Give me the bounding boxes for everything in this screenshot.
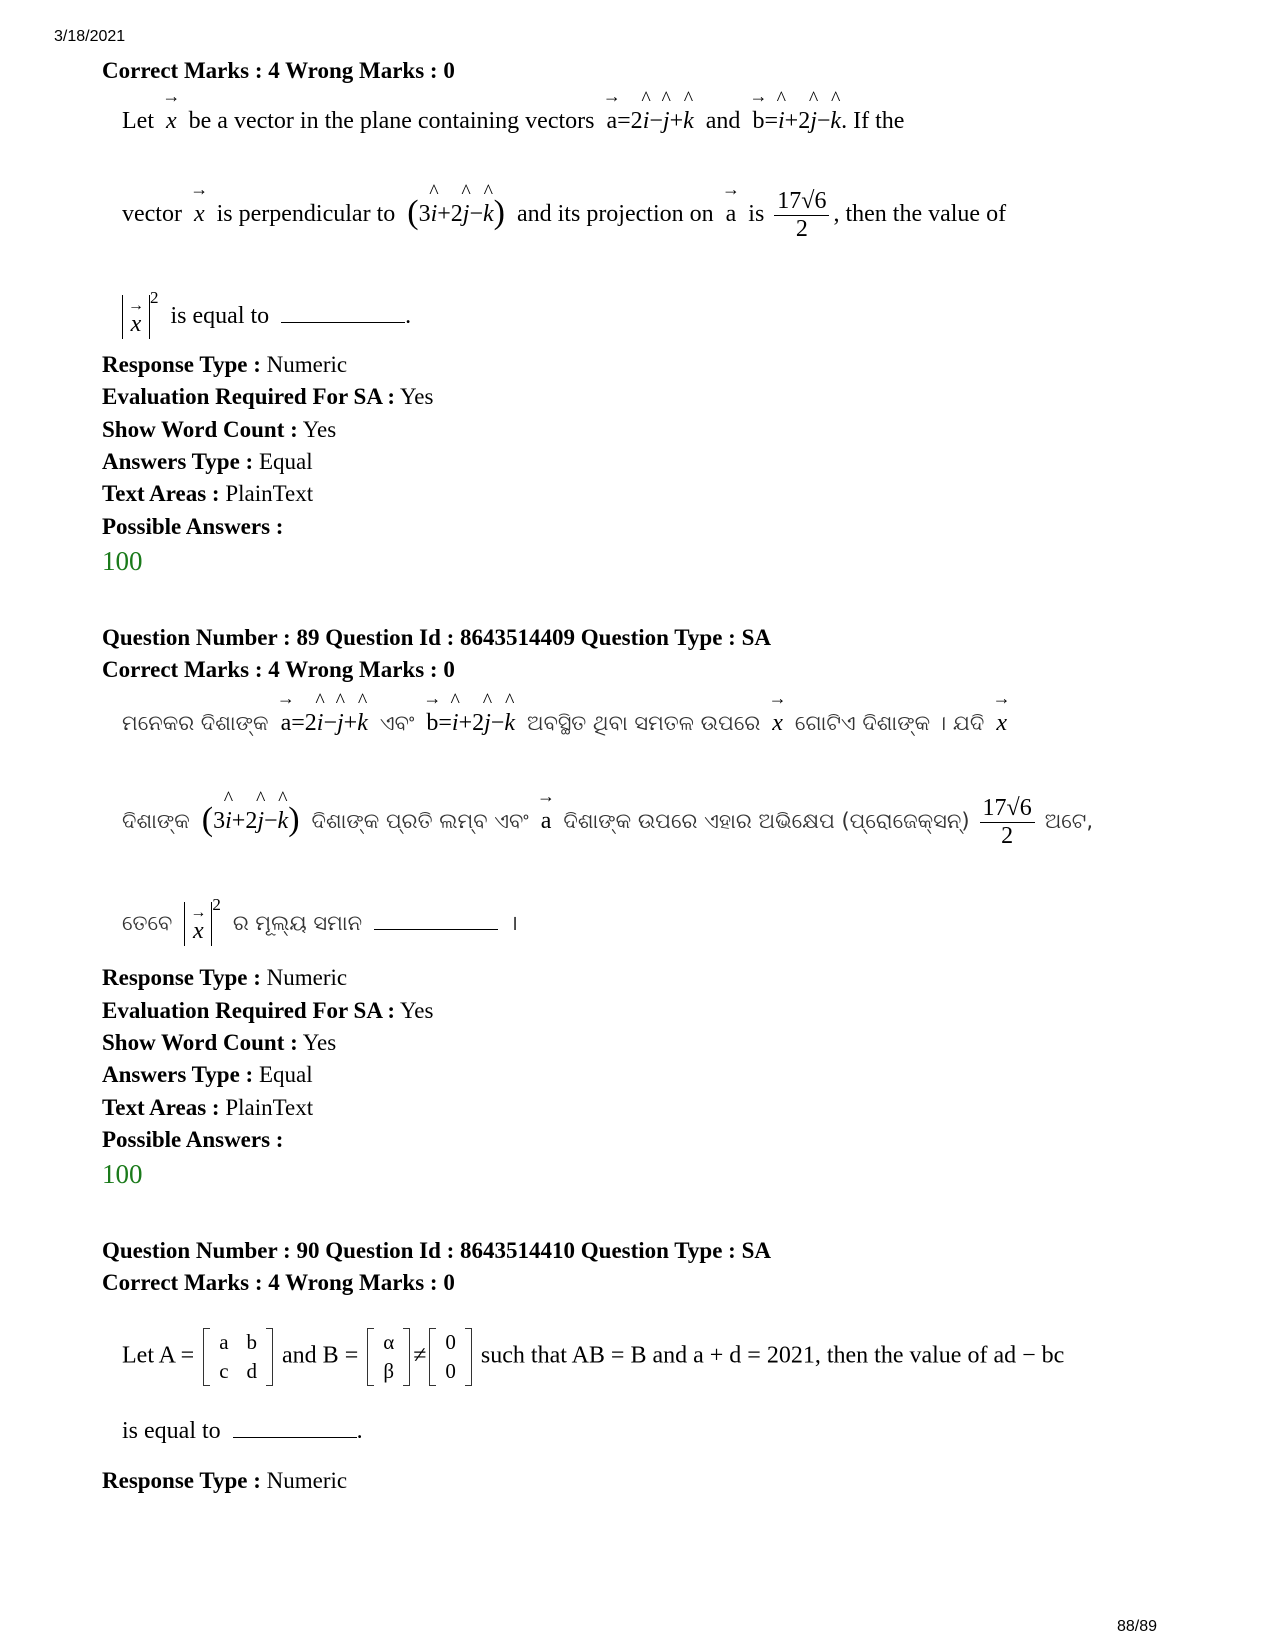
q89-stem-line-2: ଦିଶାଙ୍କ (3^ i+2^ j−^ k) ଦିଶାଙ୍କ ପ୍ରତି ଲମ୍ବ ଏବଂ → a ଦିଶାଙ୍କ ଉପରେ ଏହାର ଅଭିକ୍ଷେପ (ପ୍ରୋଜେକ୍ସନ୍) $\frac{17√6}{2}$ ଅଟେ, (122, 795, 1093, 850)
q90-header: Question Number : 90 Question Id : 8643514410 Question Type : SA (102, 1238, 771, 1263)
q90-stem-line-1: Let A = a b c d and B = α β ≠ 0 0 such that AB = B and a + d = 2021, then the value of ad − bc (122, 1328, 1064, 1386)
matrix-zero: 0 0 (429, 1328, 472, 1386)
matrix-a: a b c d (203, 1328, 273, 1386)
q89-stem-line-1: ମନେକର ଦିଶାଙ୍କ → a=2^ i−^ j+^ k ଏବଂ → b=^ i+2^ j−^ k ଅବସ୍ଥିତ ଥିବା ସମତଳ ଉପରେ → x ଗୋଟିଏ ଦିଶାଙ୍କ । ଯଦି → x (122, 710, 1007, 737)
q88-fraction: $\frac{17√6}{2}$ (774, 188, 829, 243)
q89-header: Question Number : 89 Question Id : 8643514409 Question Type : SA (102, 625, 771, 650)
print-date: 3/18/2021 (54, 28, 126, 45)
q88-stem-line-2: vector → x is perpendicular to (3^ i+2^ j−^ k) and its projection on → a is $\frac{17√6}{2}$ , then the value of (122, 188, 1006, 243)
q89-marks: Correct Marks : 4 Wrong Marks : 0 (102, 657, 455, 682)
page-number: 88/89 (1116, 1618, 1157, 1635)
q88-stem-line-1: Let → x be a vector in the plane containing vectors → a=2^ i−^ j+^ k and → b=^ i+2^ j−^ k. If the (122, 108, 904, 135)
q90-meta: Response Type : Numeric (102, 1468, 348, 1493)
matrix-b: α β (367, 1328, 410, 1386)
q89-stem-line-3: ତେବେ → x $^2$ ର ମୂଲ୍ୟ ସମାନ । (122, 895, 519, 945)
q90-marks: Correct Marks : 4 Wrong Marks : 0 (102, 1270, 455, 1295)
q89-answer: 100 (102, 1159, 143, 1189)
answer-blank (374, 911, 498, 930)
q88-stem-line-3: → x $^2$ is equal to . (122, 288, 411, 339)
q89-fraction: $\frac{17√6}{2}$ (980, 795, 1035, 850)
q88-answer: 100 (102, 546, 143, 576)
magnitude-x: → x (184, 902, 212, 946)
q90-stem-line-2: is equal to . (122, 1418, 363, 1444)
magnitude-x: → x (122, 295, 150, 339)
q88-marks: Correct Marks : 4 Wrong Marks : 0 (102, 58, 455, 83)
answer-blank (281, 304, 405, 323)
answer-blank (233, 1419, 357, 1438)
